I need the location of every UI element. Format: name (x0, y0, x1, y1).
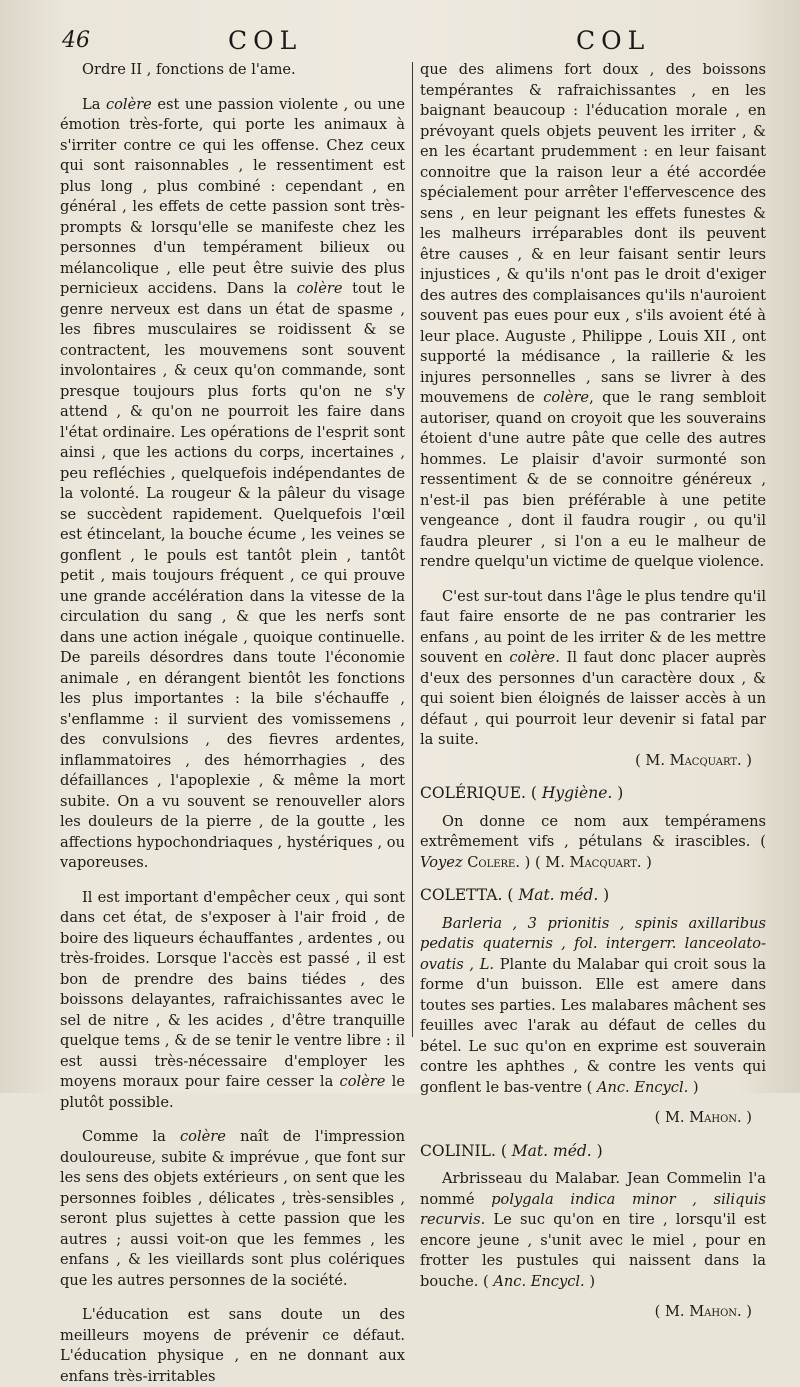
page-number: 46 (62, 28, 90, 53)
paragraph: On donne ce nom aux tempéramens extrêmement vifs , pétulans & irascibles. ( Voyez Colere. ) ( M. Macquart. ) (420, 812, 766, 871)
entry-heading-coletta: COLETTA. ( Mat. méd. ) (420, 886, 610, 904)
paragraph: La colère est une passion violente , ou une émotion très-forte, qui porte les animaux à s'irriter contre ce qui les offense. Chez ceux qui sont raisonnables , le ressentiment est plus long , plus combiné : cependant , en général , les effets de cette passion sont très-prompts & lorsqu'elle se manifeste chez les personnes d'un tempérament bilieux ou mélancolique , elle peut être suivie des plus pernicieux accidens. Dans la colère tout le genre nerveux est dans un état de spasme , les fibres musculaires se roidissent & se contractent, les mouvemens sont souvent involontaires , & ceux qu'on commande, sont presque toujours plus forts qu'on ne s'y attend , & qu'on ne pourroit les faire dans l'état ordinaire. Les opérations de l'esprit sont ainsi , que les actions du corps, incertaines , peu refléchies , quelquefois indépendantes de la volonté. La rougeur & la pâleur du visage se succèdent rapidement. Quelquefois l'œil est étincelant, la bouche écume , les veines se gonflent , le pouls est tantôt plein , tantôt petit , mais toujours fréquent , ce qui prouve une grande accélération dans la vitesse de la circulation du sang , & que les nerfs sont dans une action inégale , quoique continuelle. De pareils désordres dans toute l'économie animale , en dérangent bientôt les fonctions les plus importantes : la bile s'échauffe , s'enflamme : il survient des vomissemens , des convulsions , des fievres ardentes, inflammatoires , des hémorrhagies , des défaillances , l'apoplexie , & même la mort subite. On a vu souvent se renouveller alors les douleurs de la pierre , de la goutte , les affections hypochondriaques , hystériques , ou vaporeuses. (60, 95, 406, 871)
author-signature: ( M. Mahon. ) (654, 1303, 752, 1320)
running-header (0, 26, 800, 56)
paragraph: Comme la colère naît de l'impression douloureuse, subite & imprévue , que font sur les sens des objets extérieurs , on sent que les personnes foibles , délicates , très-sensibles , seront plus sujettes à cette passion que les autres ; aussi voit-on que les femmes , les enfans , & les vieillards sont plus colériques que les autres personnes de la société. (60, 1128, 406, 1289)
term-colere: colère (339, 1073, 386, 1090)
entry-heading-colinil: COLINIL. ( Mat. méd. ) (420, 1141, 603, 1160)
term-colere: colère (509, 649, 556, 666)
paragraph: Barleria , 3 prionitis , spinis axillaribus pedatis quaternis , fol. intergerr. lanceolato-ovatis , L. Plante du Malabar qui croit sous la forme d'un buisson. Elle est amere dans toutes ses parties. Les malabares mâchent ses feuilles avec l'arak au défaut de celles du bétel. Le suc qu'on en exprime est souverain contre les aphthes , & contre les vents qui gonflent le bas-ventre ( Anc. Encycl. ) (420, 914, 766, 1096)
term-colere: colère (105, 95, 152, 113)
order-line: Ordre II , fonctions de l'ame. (82, 61, 296, 78)
latin-name: Barleria , 3 prionitis , spinis axillaribus pedatis quaternis , fol. intergerr. lanceolato-ovatis , L. (420, 914, 766, 973)
paragraph: Il est important d'empêcher ceux , qui sont dans cet état, de s'exposer à l'air froid , de boire des liqueurs échauffantes , ardentes , ou très-froides. Lorsque l'accès est passé , il est bon de prendre des bains tiédes , des boissons delayantes, rafraichissantes avec le sel de nitre , & les acides , d'être tranquille quelque tems , & de se tenir le ventre libre : il est aussi très-nécessaire d'employer les moyens moraux pour faire cesser la colère le plutôt possible. (60, 888, 405, 1111)
cross-reference: Voyez (420, 853, 463, 871)
column-divider (412, 62, 413, 1037)
author-signature: ( M. Mahon. ) (654, 1109, 752, 1126)
entry-tag: Hygiène. (541, 784, 613, 802)
right-column (420, 60, 766, 1323)
entry-tag: Mat. méd. (518, 886, 599, 904)
term-colere: colère (543, 389, 590, 406)
running-title-right: COL (576, 26, 651, 55)
latin-name: polygala indica minor , siliquis recurvis. (420, 1190, 767, 1228)
source-citation: Anc. Encycl. (493, 1272, 585, 1290)
paragraph: L'éducation est sans doute un des meilleurs moyens de prévenir ce défaut. L'éducation physique , en ne donnant aux enfans très-irritables (60, 1306, 405, 1385)
paragraph: que des alimens fort doux , des boissons tempérantes & rafraichissantes , en les baignant beaucoup : l'éducation morale , en prévoyant quels objets peuvent les irriter , & en les écartant prudemment : en leur faisant connoitre que la raison leur a été accordée spécialement pour arrêter l'effervescence des sens , en leur peignant les effets funestes & les malheurs irréparables dont ils peuvent être causes , & en leur faisant sentir leurs injustices , & qu'ils n'ont pas le droit d'exiger des autres des complaisances qu'ils n'auroient souvent pas eues pour eux , s'ils avoient été à leur place. Auguste , Philippe , Louis XII , ont supporté la médisance , la raillerie & les injures personnelles , sans se livrer à des mouvemens de colère, que le rang sembloit autoriser, quand on croyoit que les souverains étoient d'une autre pâte que celle des autres hommes. Le plaisir d'avoir surmonté son ressentiment & de se connoitre généreux , n'est-il pas bien préférable à une petite vengeance , dont il faudra rougir , ou qu'il faudra pleurer , si l'on a eu le malheur de rendre quelqu'un victime de quelque violence. (420, 61, 766, 570)
left-column (60, 60, 405, 1387)
term-colere: colère (180, 1128, 226, 1145)
paragraph: Arbrisseau du Malabar. Jean Commelin l'a nommé polygala indica minor , siliquis recurvis. Le suc qu'on en tire , lorsqu'il est encore jeune , s'unit avec le miel , pour en frotter les pustules qui naissent dans la bouche. ( Anc. Encycl. ) (420, 1170, 767, 1290)
reference-target: Colere. (467, 853, 520, 871)
running-title-left: COL (228, 26, 303, 55)
entry-heading-colerique: COLÉRIQUE. ( Hygiène. ) (420, 784, 624, 802)
paragraph: C'est sur-tout dans l'âge le plus tendre qu'il faut faire ensorte de ne pas contrarier les enfans , au point de les irriter & de les mettre souvent en colère. Il faut donc placer auprès d'eux des personnes d'un caractère doux , & qui soient bien éloignés de laisser accès à un défaut , qui pourroit leur devenir si fatal par la suite. (420, 587, 766, 748)
entry-tag: Mat. méd. (511, 1141, 592, 1160)
source-citation: Anc. Encycl. (596, 1078, 689, 1096)
term-colere: colère (296, 280, 343, 297)
author-signature: ( M. Macquart. ) (635, 751, 752, 769)
